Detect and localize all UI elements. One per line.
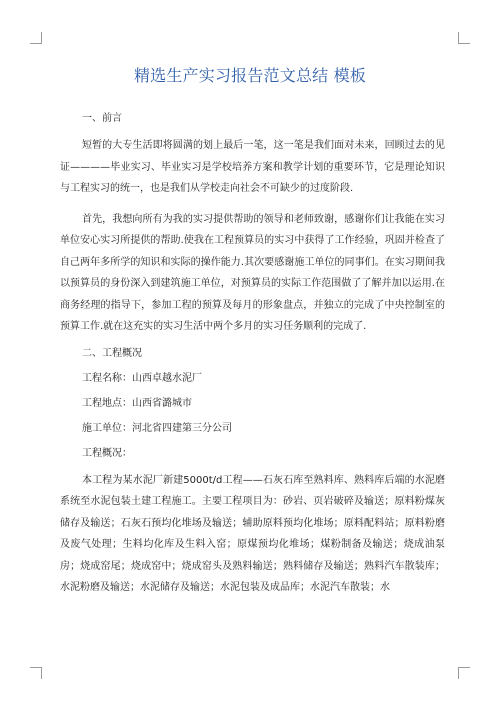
project-name: 工程名称：山西卓越水泥厂 [82, 372, 202, 384]
contractor: 施工单位：河北省四建第三分公司 [82, 422, 232, 434]
paragraph-overview: 本工程为某水泥厂新建5000t/d工程——石灰石库至熟料库、熟料库后端的水泥磨系统至水泥包装土建工程施工。主要工程项目为：砂岩、页岩破碎及输送；原料粉煤灰储存及输送；石灰石预均化堆场及输送；辅助原料预均化堆场；原料配料站；原料粉磨及废气处理；生料均化库及生料入窑；原煤预均化堆场；煤粉制备及输送；烧成油泵房；烧成窑尾；烧成窑中；烧成窑头及熟料输送；熟料储存及输送；熟料汽车散装库；水泥粉磨及输送；水泥储存及输送；水泥包装及成品库；水泥汽车散装；水 [60, 474, 445, 593]
paragraph-preface-2: 首先，我想向所有为我的实习提供帮助的领导和老师致谢，感谢你们让我能在实习单位安心实习所提供的帮助.使我在工程预算员的实习中获得了工作经验，巩固并检查了自己两年多所学的知识和实际的操作能力.其次要感谢施工单位的同事们。在实习期间我以预算员的身份深入到建筑施工单位，对预算员的实际工作范围做了了解并加以运用.在商务经理的指导下，参加工程的预算及每月的形象盘点，并独立的完成了中央控制室的预算工作.就在这充实的实习生活中两个多月的实习任务顺利的完成了. [60, 213, 445, 332]
document-body [60, 112, 445, 608]
project-location: 工程地点：山西省潞城市 [82, 397, 192, 409]
section-heading-overview: 二、工程概况 [82, 347, 142, 359]
paragraph-preface-1: 短暂的大专生活即将圆满的划上最后一笔，这一笔是我们面对未来，回顾过去的见证————毕业实习、毕业实习是学校培养方案和教学计划的重要环节，它是理论知识与工程实习的统一，也是我们从学校走向社会不可缺少的过度阶段. [60, 140, 445, 194]
overview-label: 工程概况： [82, 447, 132, 459]
document-title: 精选生产实习报告范文总结 模板 [133, 66, 367, 85]
section-heading-preface: 一、前言 [82, 113, 122, 124]
